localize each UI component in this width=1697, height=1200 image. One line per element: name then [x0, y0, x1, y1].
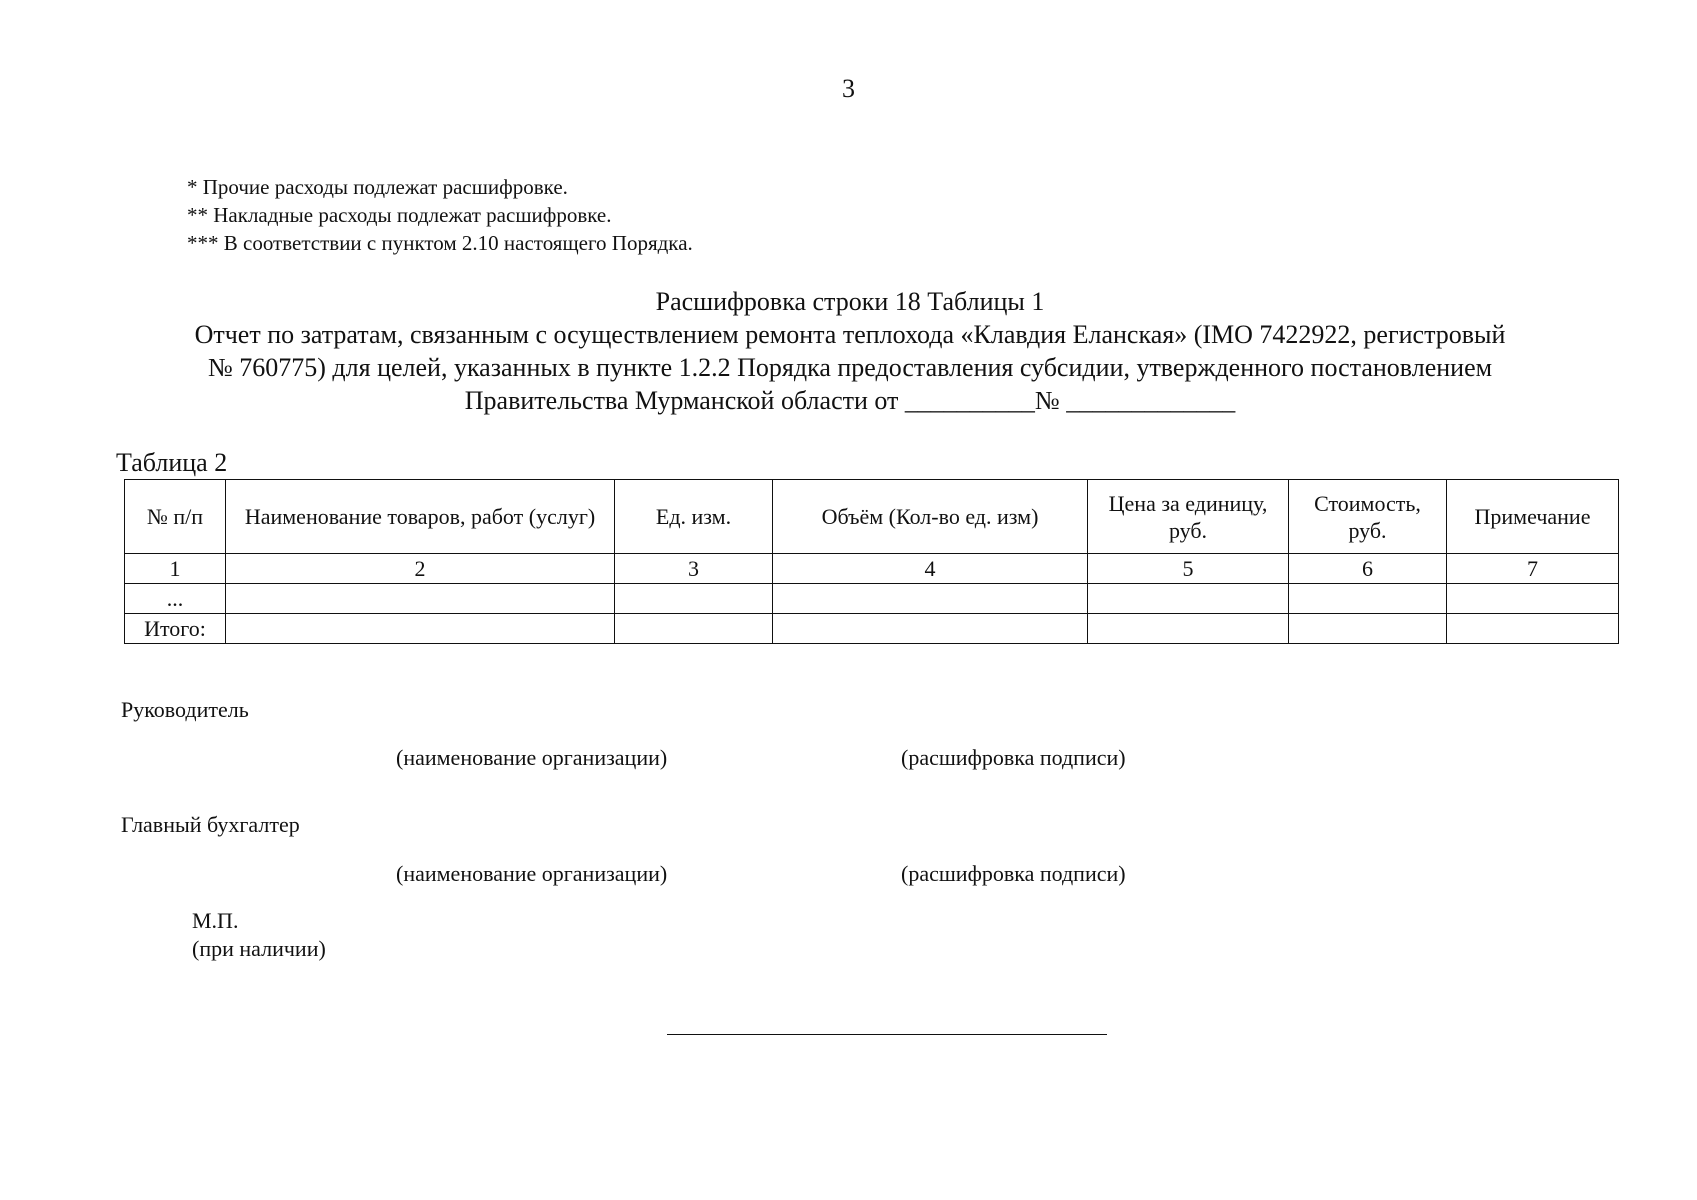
header-item-name: Наименование товаров, работ (услуг): [226, 480, 615, 554]
table-cell: 4: [773, 554, 1088, 584]
table-cell: [1088, 584, 1289, 614]
heading-line-1: Расшифровка строки 18 Таблицы 1: [655, 287, 1045, 316]
table-cell: [773, 614, 1088, 644]
heading-line-4: Правительства Мурманской области от __________№ _____________: [464, 386, 1236, 415]
table-cell: [226, 614, 615, 644]
table-cell: ...: [125, 584, 226, 614]
table-cell: [615, 584, 773, 614]
report-heading: [120, 285, 1580, 417]
table-cell: [1289, 584, 1447, 614]
footnote-paragraph-reference: *** В соответствии с пунктом 2.10 настоящего Порядка.: [187, 231, 693, 255]
header-cost: Стоимость, руб.: [1289, 480, 1447, 554]
table-cell: 2: [226, 554, 615, 584]
table-row: [125, 584, 1619, 614]
footnote-other-expenses: * Прочие расходы подлежат расшифровке.: [187, 175, 568, 199]
heading-line-2: Отчет по затратам, связанным с осуществлением ремонта теплохода «Клавдия Еланская» (IMO 7422922, регистровый: [194, 320, 1506, 349]
header-unit-price: Цена за единицу, руб.: [1088, 480, 1289, 554]
header-unit: Ед. изм.: [615, 480, 773, 554]
footnotes: [187, 173, 693, 257]
table-cell: [1088, 614, 1289, 644]
header-volume: Объём (Кол-во ед. изм): [773, 480, 1088, 554]
stamp-label: М.П.: [192, 908, 239, 933]
page-number: 3: [842, 74, 855, 103]
header-row-number: № п/п: [125, 480, 226, 554]
head-signature-caption: (расшифровка подписи): [901, 745, 1126, 770]
accountant-signature-caption: (расшифровка подписи): [901, 861, 1126, 886]
table-cell: 5: [1088, 554, 1289, 584]
table-cell: [1289, 614, 1447, 644]
table-cell: [1447, 614, 1619, 644]
table-label: Таблица 2: [116, 448, 228, 477]
head-org-caption: (наименование организации): [396, 745, 668, 770]
table-header-row: [125, 480, 1619, 554]
stamp-note: (при наличии): [192, 936, 326, 961]
head-label: Руководитель: [121, 697, 249, 722]
table-cell: [773, 584, 1088, 614]
table-row: [125, 554, 1619, 584]
header-note: Примечание: [1447, 480, 1619, 554]
stamp-placeholder: [192, 907, 326, 963]
accountant-org-caption: (наименование организации): [396, 861, 668, 886]
footnote-overhead-expenses: ** Накладные расходы подлежат расшифровке.: [187, 203, 612, 227]
table-total-row: [125, 614, 1619, 644]
table-cell: [226, 584, 615, 614]
table-cell: 6: [1289, 554, 1447, 584]
table-cell: [615, 614, 773, 644]
bottom-divider: [667, 1034, 1107, 1035]
heading-line-3: № 760775) для целей, указанных в пункте 1.2.2 Порядка предоставления субсидии, утвержденного постановлением: [207, 353, 1493, 382]
table-cell: Итого:: [125, 614, 226, 644]
table-cell: 7: [1447, 554, 1619, 584]
table-cell: 3: [615, 554, 773, 584]
accountant-label: Главный бухгалтер: [121, 812, 300, 837]
table-cell: [1447, 584, 1619, 614]
expense-table: [124, 479, 1619, 644]
table-cell: 1: [125, 554, 226, 584]
